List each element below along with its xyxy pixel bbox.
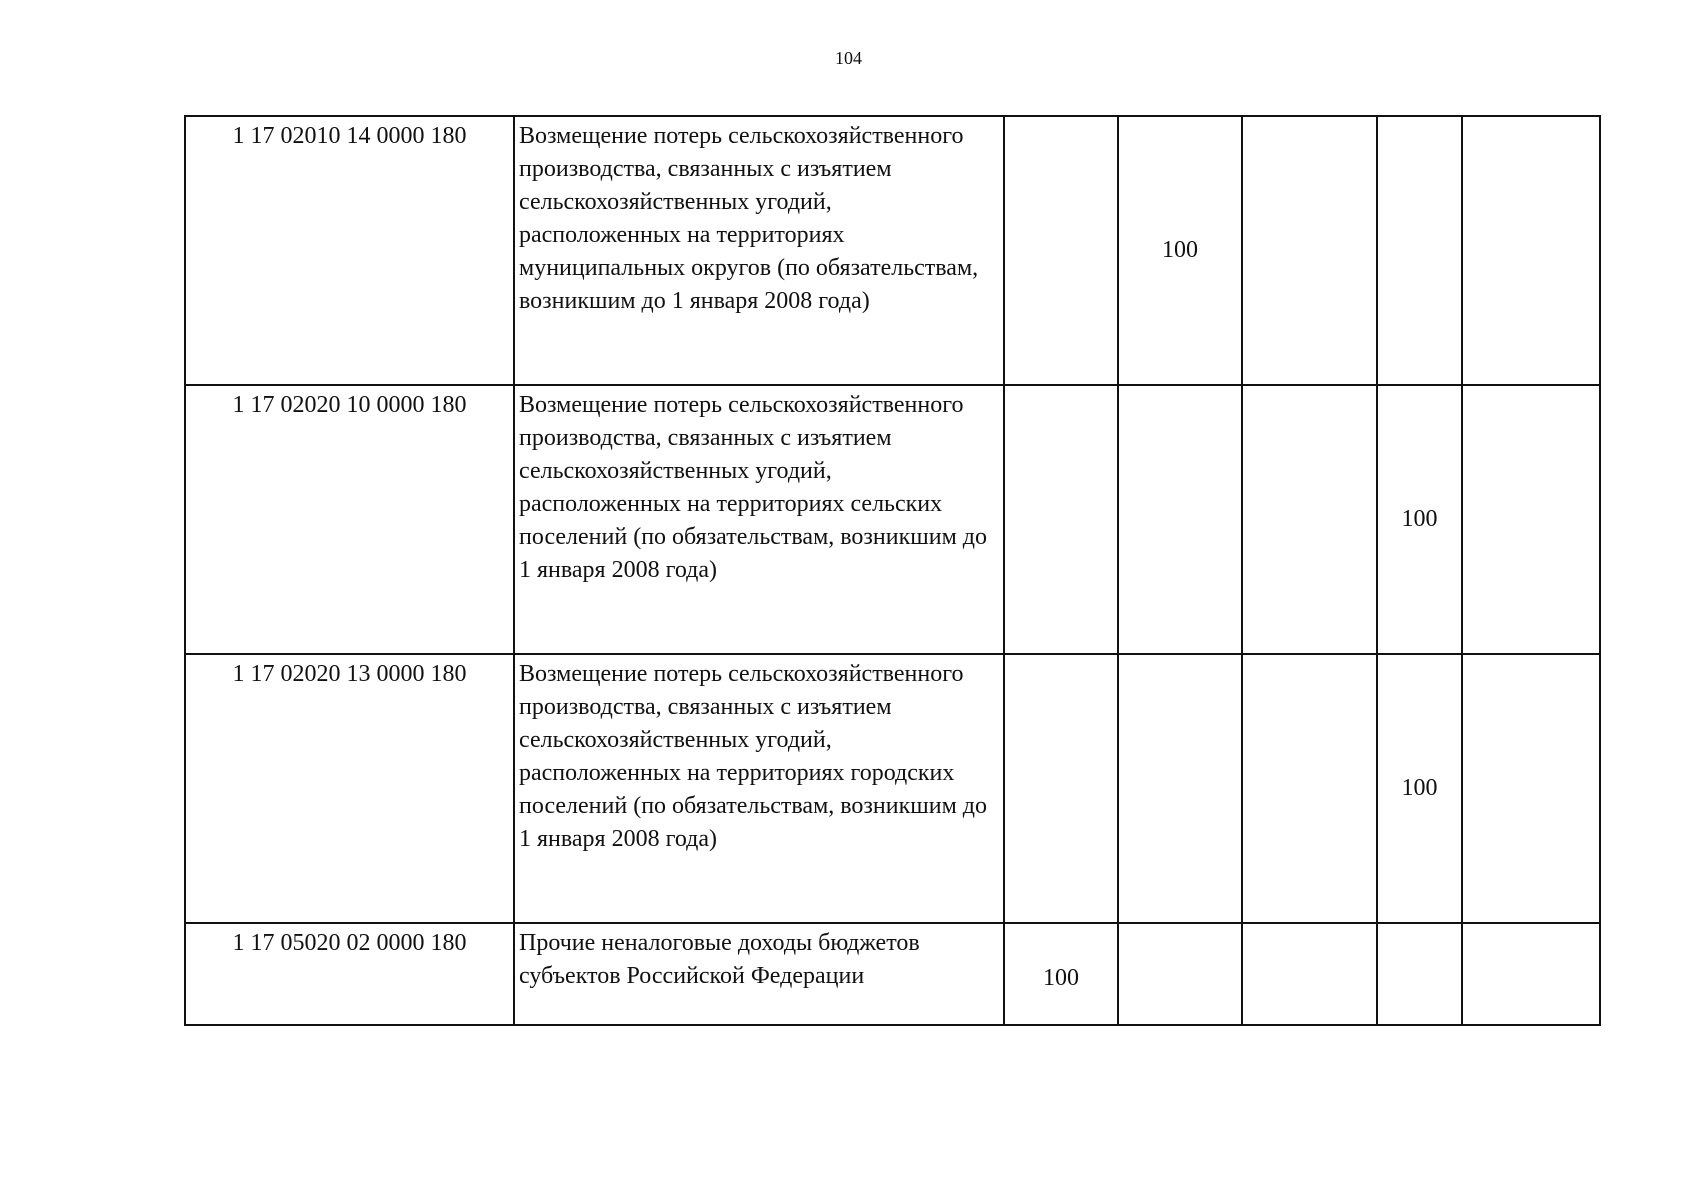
page-number: 104 — [835, 48, 862, 68]
row-description: Возмещение потерь сельскохозяйственного производства, связанных с изъятием сельскохозяйственных угодий, расположенных на территориях сельских поселений (по обязательствам, возникшим до 1 января 2008 года) — [514, 385, 1004, 654]
row-description: Возмещение потерь сельскохозяйственного производства, связанных с изъятием сельскохозяйственных угодий, расположенных на территориях городских поселений (по обязательствам, возникшим до 1 января 2008 года) — [514, 654, 1004, 923]
value-cell — [1004, 654, 1118, 923]
value-cell — [1377, 116, 1462, 385]
table-row — [185, 923, 1600, 1025]
value-cell — [1242, 923, 1377, 1025]
value-cell: 100 — [1377, 385, 1462, 654]
row-code: 1 17 02010 14 0000 180 — [185, 116, 514, 385]
budget-classification-table — [184, 115, 1601, 1026]
value-cell — [1377, 923, 1462, 1025]
value-cell — [1242, 654, 1377, 923]
table-row — [185, 116, 1600, 385]
value-cell — [1118, 923, 1242, 1025]
value-cell: 100 — [1377, 654, 1462, 923]
table-row — [185, 654, 1600, 923]
row-description: Возмещение потерь сельскохозяйственного производства, связанных с изъятием сельскохозяйственных угодий, расположенных на территориях муниципальных округов (по обязательствам, возникшим до 1 января 2008 года) — [514, 116, 1004, 385]
value-cell — [1242, 385, 1377, 654]
value-cell — [1004, 116, 1118, 385]
value-cell — [1462, 385, 1600, 654]
value-cell: 100 — [1118, 116, 1242, 385]
value-cell — [1118, 654, 1242, 923]
value-cell: 100 — [1004, 923, 1118, 1025]
table-row — [185, 385, 1600, 654]
value-cell — [1462, 116, 1600, 385]
value-cell — [1462, 654, 1600, 923]
row-code: 1 17 05020 02 0000 180 — [185, 923, 514, 1025]
value-cell — [1118, 385, 1242, 654]
value-cell — [1004, 385, 1118, 654]
row-code: 1 17 02020 13 0000 180 — [185, 654, 514, 923]
value-cell — [1462, 923, 1600, 1025]
row-code: 1 17 02020 10 0000 180 — [185, 385, 514, 654]
value-cell — [1242, 116, 1377, 385]
row-description: Прочие неналоговые доходы бюджетов субъектов Российской Федерации — [514, 923, 1004, 1025]
